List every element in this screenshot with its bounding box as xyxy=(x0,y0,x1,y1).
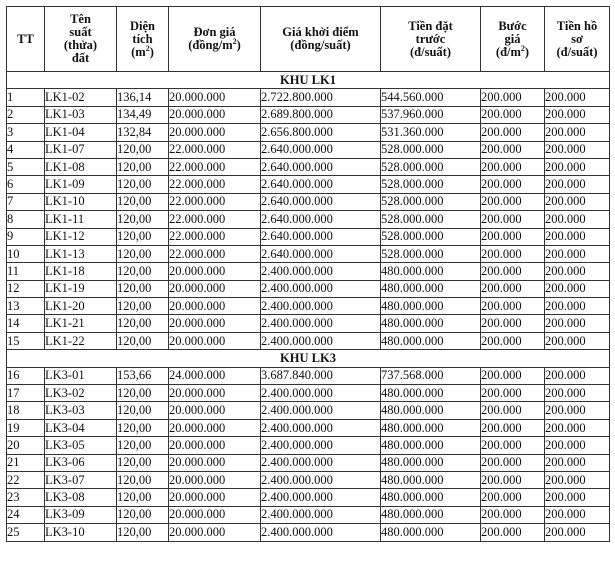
cell-start-price: 2.400.000.000 xyxy=(261,524,381,541)
cell-tt: 19 xyxy=(7,419,45,436)
cell-dossier-fee: 200.000 xyxy=(545,506,610,523)
cell-deposit: 737.568.000 xyxy=(381,367,481,384)
cell-area: 120,00 xyxy=(117,437,169,454)
cell-dossier-fee: 200.000 xyxy=(545,211,610,228)
cell-dossier-fee: 200.000 xyxy=(545,158,610,175)
cell-tt: 11 xyxy=(7,263,45,280)
cell-tt: 6 xyxy=(7,176,45,193)
cell-deposit: 480.000.000 xyxy=(381,471,481,488)
cell-lot-name: LK1-02 xyxy=(45,89,117,106)
cell-dossier-fee: 200.000 xyxy=(545,402,610,419)
cell-price-step: 200.000 xyxy=(481,419,545,436)
cell-area: 120,00 xyxy=(117,280,169,297)
cell-start-price: 2.400.000.000 xyxy=(261,419,381,436)
table-row xyxy=(7,454,610,471)
cell-unit-price: 20.000.000 xyxy=(169,437,261,454)
table-row xyxy=(7,524,610,541)
cell-area: 120,00 xyxy=(117,315,169,332)
cell-start-price: 2.640.000.000 xyxy=(261,211,381,228)
section-row xyxy=(7,350,610,367)
cell-unit-price: 22.000.000 xyxy=(169,211,261,228)
cell-start-price: 2.400.000.000 xyxy=(261,471,381,488)
cell-price-step: 200.000 xyxy=(481,315,545,332)
cell-area: 120,00 xyxy=(117,385,169,402)
cell-dossier-fee: 200.000 xyxy=(545,471,610,488)
header-row xyxy=(7,7,610,72)
cell-start-price: 2.640.000.000 xyxy=(261,245,381,262)
table-row xyxy=(7,176,610,193)
cell-dossier-fee: 200.000 xyxy=(545,437,610,454)
cell-dossier-fee: 200.000 xyxy=(545,228,610,245)
cell-tt: 7 xyxy=(7,193,45,210)
cell-start-price: 2.640.000.000 xyxy=(261,141,381,158)
cell-lot-name: LK1-09 xyxy=(45,176,117,193)
cell-lot-name: LK3-02 xyxy=(45,385,117,402)
table-row xyxy=(7,193,610,210)
cell-unit-price: 20.000.000 xyxy=(169,524,261,541)
table-row xyxy=(7,280,610,297)
cell-deposit: 528.000.000 xyxy=(381,176,481,193)
cell-price-step: 200.000 xyxy=(481,211,545,228)
cell-price-step: 200.000 xyxy=(481,263,545,280)
cell-deposit: 528.000.000 xyxy=(381,211,481,228)
cell-dossier-fee: 200.000 xyxy=(545,263,610,280)
cell-lot-name: LK1-21 xyxy=(45,315,117,332)
cell-tt: 3 xyxy=(7,124,45,141)
cell-unit-price: 22.000.000 xyxy=(169,141,261,158)
table-row xyxy=(7,158,610,175)
cell-deposit: 528.000.000 xyxy=(381,245,481,262)
cell-dossier-fee: 200.000 xyxy=(545,454,610,471)
cell-deposit: 531.360.000 xyxy=(381,124,481,141)
cell-deposit: 480.000.000 xyxy=(381,298,481,315)
cell-tt: 2 xyxy=(7,106,45,123)
cell-tt: 21 xyxy=(7,454,45,471)
cell-area: 120,00 xyxy=(117,158,169,175)
header-tt: TT xyxy=(7,7,45,72)
header-price-step: Bước giá $(đ/m^2)$ xyxy=(481,7,545,72)
cell-deposit: 480.000.000 xyxy=(381,332,481,349)
cell-start-price: 2.400.000.000 xyxy=(261,315,381,332)
cell-price-step: 200.000 xyxy=(481,245,545,262)
cell-price-step: 200.000 xyxy=(481,332,545,349)
cell-lot-name: LK1-10 xyxy=(45,193,117,210)
header-lot-name: Tên suất (thửa) đất xyxy=(45,7,117,72)
cell-lot-name: LK3-08 xyxy=(45,489,117,506)
cell-price-step: 200.000 xyxy=(481,298,545,315)
cell-start-price: 2.722.800.000 xyxy=(261,89,381,106)
table-row xyxy=(7,245,610,262)
cell-dossier-fee: 200.000 xyxy=(545,176,610,193)
cell-start-price: 2.640.000.000 xyxy=(261,176,381,193)
cell-deposit: 480.000.000 xyxy=(381,385,481,402)
cell-area: 120,00 xyxy=(117,524,169,541)
cell-start-price: 2.400.000.000 xyxy=(261,332,381,349)
cell-area: 120,00 xyxy=(117,506,169,523)
cell-start-price: 2.400.000.000 xyxy=(261,298,381,315)
table-row xyxy=(7,298,610,315)
table-row xyxy=(7,141,610,158)
cell-start-price: 2.400.000.000 xyxy=(261,454,381,471)
cell-tt: 25 xyxy=(7,524,45,541)
cell-unit-price: 20.000.000 xyxy=(169,106,261,123)
cell-dossier-fee: 200.000 xyxy=(545,141,610,158)
header-unit-price: Đơn giá $(đồng/m^2)$ xyxy=(169,7,261,72)
cell-price-step: 200.000 xyxy=(481,228,545,245)
cell-area: 120,00 xyxy=(117,402,169,419)
cell-tt: 8 xyxy=(7,211,45,228)
table-body xyxy=(7,72,610,542)
cell-start-price: 2.400.000.000 xyxy=(261,506,381,523)
cell-deposit: 528.000.000 xyxy=(381,193,481,210)
cell-unit-price: 20.000.000 xyxy=(169,385,261,402)
table-row xyxy=(7,489,610,506)
cell-deposit: 528.000.000 xyxy=(381,141,481,158)
cell-price-step: 200.000 xyxy=(481,385,545,402)
cell-start-price: 2.400.000.000 xyxy=(261,437,381,454)
cell-area: 120,00 xyxy=(117,193,169,210)
cell-start-price: 2.640.000.000 xyxy=(261,193,381,210)
cell-lot-name: LK1-20 xyxy=(45,298,117,315)
cell-price-step: 200.000 xyxy=(481,158,545,175)
cell-start-price: 2.640.000.000 xyxy=(261,158,381,175)
cell-lot-name: LK1-03 xyxy=(45,106,117,123)
section-title: KHU LK1 xyxy=(7,72,610,89)
cell-lot-name: LK1-11 xyxy=(45,211,117,228)
table-row xyxy=(7,419,610,436)
table-row xyxy=(7,315,610,332)
cell-price-step: 200.000 xyxy=(481,193,545,210)
table-row xyxy=(7,367,610,384)
cell-unit-price: 20.000.000 xyxy=(169,263,261,280)
cell-deposit: 480.000.000 xyxy=(381,419,481,436)
auction-lots-table xyxy=(6,6,610,542)
cell-area: 120,00 xyxy=(117,211,169,228)
cell-deposit: 528.000.000 xyxy=(381,158,481,175)
cell-price-step: 200.000 xyxy=(481,437,545,454)
cell-deposit: 480.000.000 xyxy=(381,454,481,471)
header-area: Diện tích $(m^2)$ xyxy=(117,7,169,72)
cell-unit-price: 20.000.000 xyxy=(169,315,261,332)
cell-dossier-fee: 200.000 xyxy=(545,245,610,262)
cell-deposit: 480.000.000 xyxy=(381,402,481,419)
cell-unit-price: 20.000.000 xyxy=(169,489,261,506)
cell-start-price: 2.400.000.000 xyxy=(261,402,381,419)
cell-price-step: 200.000 xyxy=(481,489,545,506)
cell-start-price: 2.640.000.000 xyxy=(261,228,381,245)
table-row xyxy=(7,471,610,488)
cell-deposit: 480.000.000 xyxy=(381,280,481,297)
cell-lot-name: LK1-13 xyxy=(45,245,117,262)
cell-lot-name: LK1-22 xyxy=(45,332,117,349)
table-row xyxy=(7,89,610,106)
cell-area: 120,00 xyxy=(117,454,169,471)
table-row xyxy=(7,228,610,245)
cell-deposit: 480.000.000 xyxy=(381,524,481,541)
cell-price-step: 200.000 xyxy=(481,506,545,523)
table-row xyxy=(7,506,610,523)
cell-area: 120,00 xyxy=(117,332,169,349)
cell-start-price: 2.656.800.000 xyxy=(261,124,381,141)
table-row xyxy=(7,402,610,419)
cell-start-price: 2.689.800.000 xyxy=(261,106,381,123)
cell-area: 134,49 xyxy=(117,106,169,123)
cell-dossier-fee: 200.000 xyxy=(545,489,610,506)
cell-area: 120,00 xyxy=(117,141,169,158)
cell-unit-price: 20.000.000 xyxy=(169,298,261,315)
cell-deposit: 544.560.000 xyxy=(381,89,481,106)
cell-start-price: 3.687.840.000 xyxy=(261,367,381,384)
cell-dossier-fee: 200.000 xyxy=(545,524,610,541)
cell-tt: 24 xyxy=(7,506,45,523)
header-start-price: Giá khởi điểm (đồng/suất) xyxy=(261,7,381,72)
cell-price-step: 200.000 xyxy=(481,280,545,297)
table-row xyxy=(7,332,610,349)
cell-area: 153,66 xyxy=(117,367,169,384)
cell-unit-price: 20.000.000 xyxy=(169,332,261,349)
cell-tt: 13 xyxy=(7,298,45,315)
cell-dossier-fee: 200.000 xyxy=(545,367,610,384)
cell-tt: 20 xyxy=(7,437,45,454)
cell-dossier-fee: 200.000 xyxy=(545,385,610,402)
cell-area: 132,84 xyxy=(117,124,169,141)
cell-deposit: 480.000.000 xyxy=(381,489,481,506)
cell-price-step: 200.000 xyxy=(481,402,545,419)
cell-unit-price: 22.000.000 xyxy=(169,158,261,175)
cell-unit-price: 20.000.000 xyxy=(169,454,261,471)
cell-deposit: 480.000.000 xyxy=(381,506,481,523)
cell-unit-price: 20.000.000 xyxy=(169,506,261,523)
cell-price-step: 200.000 xyxy=(481,471,545,488)
cell-unit-price: 20.000.000 xyxy=(169,402,261,419)
table-row xyxy=(7,385,610,402)
table-row xyxy=(7,263,610,280)
cell-lot-name: LK1-12 xyxy=(45,228,117,245)
cell-unit-price: 20.000.000 xyxy=(169,89,261,106)
cell-dossier-fee: 200.000 xyxy=(545,315,610,332)
section-title: KHU LK3 xyxy=(7,350,610,367)
cell-price-step: 200.000 xyxy=(481,367,545,384)
cell-tt: 22 xyxy=(7,471,45,488)
cell-tt: 23 xyxy=(7,489,45,506)
cell-price-step: 200.000 xyxy=(481,176,545,193)
cell-tt: 16 xyxy=(7,367,45,384)
cell-unit-price: 20.000.000 xyxy=(169,280,261,297)
cell-price-step: 200.000 xyxy=(481,454,545,471)
cell-deposit: 480.000.000 xyxy=(381,437,481,454)
cell-tt: 14 xyxy=(7,315,45,332)
cell-unit-price: 20.000.000 xyxy=(169,471,261,488)
cell-lot-name: LK1-04 xyxy=(45,124,117,141)
cell-deposit: 480.000.000 xyxy=(381,263,481,280)
table-row xyxy=(7,106,610,123)
header-dossier-fee: Tiền hồ sơ (đ/suất) xyxy=(545,7,610,72)
cell-area: 136,14 xyxy=(117,89,169,106)
cell-lot-name: LK1-07 xyxy=(45,141,117,158)
cell-deposit: 537.960.000 xyxy=(381,106,481,123)
cell-start-price: 2.400.000.000 xyxy=(261,489,381,506)
cell-tt: 18 xyxy=(7,402,45,419)
cell-area: 120,00 xyxy=(117,471,169,488)
cell-lot-name: LK3-06 xyxy=(45,454,117,471)
cell-area: 120,00 xyxy=(117,489,169,506)
cell-lot-name: LK3-10 xyxy=(45,524,117,541)
cell-price-step: 200.000 xyxy=(481,124,545,141)
cell-lot-name: LK3-05 xyxy=(45,437,117,454)
header-deposit: Tiền đặt trước (đ/suất) xyxy=(381,7,481,72)
cell-lot-name: LK3-07 xyxy=(45,471,117,488)
cell-dossier-fee: 200.000 xyxy=(545,106,610,123)
cell-lot-name: LK3-03 xyxy=(45,402,117,419)
cell-dossier-fee: 200.000 xyxy=(545,298,610,315)
cell-lot-name: LK1-19 xyxy=(45,280,117,297)
cell-price-step: 200.000 xyxy=(481,89,545,106)
cell-tt: 5 xyxy=(7,158,45,175)
cell-dossier-fee: 200.000 xyxy=(545,280,610,297)
cell-deposit: 528.000.000 xyxy=(381,228,481,245)
cell-tt: 12 xyxy=(7,280,45,297)
cell-area: 120,00 xyxy=(117,298,169,315)
cell-deposit: 480.000.000 xyxy=(381,315,481,332)
table-row xyxy=(7,211,610,228)
section-row xyxy=(7,72,610,89)
cell-price-step: 200.000 xyxy=(481,141,545,158)
cell-tt: 17 xyxy=(7,385,45,402)
cell-area: 120,00 xyxy=(117,176,169,193)
cell-tt: 10 xyxy=(7,245,45,262)
cell-area: 120,00 xyxy=(117,263,169,280)
cell-lot-name: LK3-01 xyxy=(45,367,117,384)
cell-unit-price: 24.000.000 xyxy=(169,367,261,384)
cell-area: 120,00 xyxy=(117,419,169,436)
cell-lot-name: LK1-08 xyxy=(45,158,117,175)
cell-price-step: 200.000 xyxy=(481,524,545,541)
cell-area: 120,00 xyxy=(117,228,169,245)
cell-dossier-fee: 200.000 xyxy=(545,419,610,436)
cell-unit-price: 20.000.000 xyxy=(169,419,261,436)
cell-area: 120,00 xyxy=(117,245,169,262)
cell-dossier-fee: 200.000 xyxy=(545,193,610,210)
cell-unit-price: 22.000.000 xyxy=(169,228,261,245)
cell-unit-price: 22.000.000 xyxy=(169,193,261,210)
cell-lot-name: LK3-04 xyxy=(45,419,117,436)
table-row xyxy=(7,437,610,454)
cell-unit-price: 22.000.000 xyxy=(169,245,261,262)
cell-unit-price: 20.000.000 xyxy=(169,124,261,141)
cell-tt: 4 xyxy=(7,141,45,158)
cell-lot-name: LK1-18 xyxy=(45,263,117,280)
cell-start-price: 2.400.000.000 xyxy=(261,263,381,280)
cell-tt: 1 xyxy=(7,89,45,106)
cell-dossier-fee: 200.000 xyxy=(545,89,610,106)
cell-tt: 15 xyxy=(7,332,45,349)
cell-lot-name: LK3-09 xyxy=(45,506,117,523)
table-row xyxy=(7,124,610,141)
cell-start-price: 2.400.000.000 xyxy=(261,280,381,297)
cell-tt: 9 xyxy=(7,228,45,245)
cell-unit-price: 22.000.000 xyxy=(169,176,261,193)
cell-dossier-fee: 200.000 xyxy=(545,332,610,349)
cell-dossier-fee: 200.000 xyxy=(545,124,610,141)
cell-price-step: 200.000 xyxy=(481,106,545,123)
cell-start-price: 2.400.000.000 xyxy=(261,385,381,402)
